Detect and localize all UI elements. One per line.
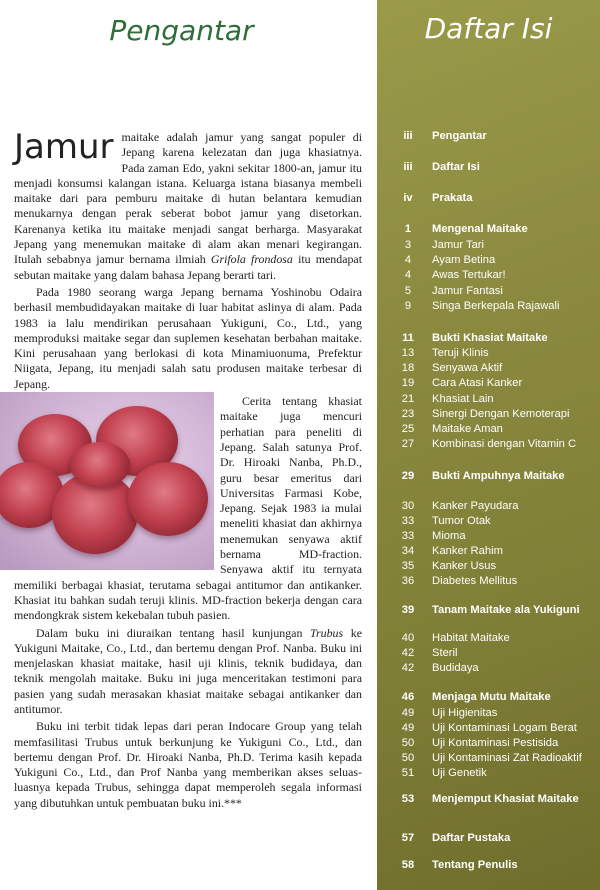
toc-entry-label: Khasiat Lain [432,393,494,405]
maitake-mushroom-photo [0,392,214,570]
table-of-contents-page [377,0,600,890]
preface-title: Pengantar [109,14,254,47]
publisher-name: Trubus [310,625,344,640]
toc-entry-label: Kombinasi dengan Vitamin C [432,438,577,450]
toc-page-number: 50 [401,737,415,749]
toc-page-number: 21 [401,393,415,405]
toc-entry-label: Pengantar [432,130,487,142]
toc-entry-label: Cara Atasi Kanker [432,377,523,389]
toc-entry-label: Teruji Klinis [432,347,489,359]
toc-page-number: 40 [401,632,415,644]
toc-entry-label: Diabetes Mellitus [432,575,518,587]
toc-page-number: 50 [401,752,415,764]
toc-entry-label: Maitake Aman [432,423,503,435]
toc-entry-label: Mioma [432,530,466,542]
toc-page-number: 57 [401,832,415,844]
toc-page-number: iii [403,161,413,173]
toc-page-number: 51 [401,767,415,779]
toc-entry-label: Daftar Isi [432,161,480,173]
toc-page-number: 13 [401,347,415,359]
toc-entry-label: Habitat Maitake [432,632,510,644]
toc-page-number: iv [403,192,413,204]
toc-page-number: 39 [401,604,415,616]
toc-entry-label: Uji Genetik [432,767,487,779]
toc-entry-label: Awas Tertukar! [432,269,506,281]
toc-entry-label: Uji Kontaminasi Logam Berat [432,722,577,734]
preface-paragraph-3: Cerita tentang khasiat maitake juga mencuri perhatian para peneliti di Jepang. Salah satunya Prof. Dr. Hiroaki Nanba, Ph.D., guru besar emeritus dari Universitas Farmasi Kobe, Jepang. Sejak 1983 ia mulai meneliti khasiat dan akhirnya menemukan senyawa aktif bernama MD-fraction. Senyawa aktif itu ternyata memiliki berbagai khasiat, terutama sebagai antitumor dan antikanker. Khasiat itu bahkan sudah teruji klinis. MD-fraction bekerja dengan cara mendongkrak sistem kekebalan tubuh pasien. [14,394,362,623]
toc-page-number: 3 [404,239,412,251]
toc-page-number: 27 [401,438,415,450]
preface-body [14,127,362,811]
toc-page-number: 23 [401,408,415,420]
toc-entry-label: Daftar Pustaka [432,832,511,844]
toc-page-number: 36 [401,575,415,587]
toc-page-number: 33 [401,530,415,542]
toc-page-number: 1 [404,223,412,235]
toc-page-number: 49 [401,707,415,719]
toc-page-number: 5 [404,285,412,297]
toc-entry-label: Senyawa Aktif [432,362,503,374]
toc-page-number: 49 [401,722,415,734]
toc-entry-label: Tumor Otak [432,515,491,527]
toc-entry-label: Jamur Fantasi [432,285,503,297]
toc-page-number: 42 [401,647,415,659]
preface-paragraph-5: Buku ini terbit tidak lepas dari peran Indocare Group yang telah memfasilitasi Trubus untuk berkunjung ke Yukiguni Co., Ltd., dan bertemu dengan Prof. Dr. Hiroaki Nanba, Ph.D. Terima kasih kepada Yukiguni Co., Ltd., dan Prof Nanba yang memberikan akses seluas-luasnya kepada Trubus, sehingga dapat memperoleh segala informasi yang dibutuhkan untuk pembuatan buku ini.*** [14,719,362,810]
toc-entry-label: Kanker Payudara [432,500,519,512]
toc-page-number: 34 [401,545,415,557]
toc-page-number: 33 [401,515,415,527]
toc-entry-label: Sinergi Dengan Kemoterapi [432,408,570,420]
scientific-name: Grifola frondosa [210,252,293,267]
toc-page-number: 9 [404,300,412,312]
toc-page-number: 11 [402,332,414,344]
toc-page-number: 29 [401,470,415,482]
preface-paragraph-2: Pada 1980 seorang warga Jepang bernama Yoshinobu Odaira berhasil membudidayakan maitake di luar habitat aslinya di alam. Pada 1983 ia lalu mendirikan perusahaan Yukiguni, Co., Ltd., yang memproduksi maitake segar dan suplemen kesehatan berbahan maitake. Kini perusahaan yang berlokasi di kota Minamiuonuma, Prefektur Niigata, Jepang, itu menjadi salah satu produsen maitake terbesar di Jepang. [14,284,362,391]
toc-entry-label: Ayam Betina [432,254,496,266]
toc-page-number: 58 [401,859,415,871]
preface-paragraph-4: Dalam buku ini diuraikan tentang hasil kunjungan Trubus ke Yukiguni Maitake, Co., Ltd., dan bertemu dengan Prof. Nanba. Buku ini menjelaskan khasiat maitake, hasil uji klinis, teknik budidaya, dan teknik mengolah maitake. Buku ini juga menceritakan testimoni para pasien yang sudah merasakan khasiat maitake sebagai antikanker dan antitumor. [14,625,362,716]
toc-entry-label: Bukti Khasiat Maitake [432,332,548,344]
toc-page-number: 46 [401,691,415,703]
toc-page-number: iii [403,130,413,142]
toc-page-number: 35 [401,560,415,572]
toc-entry-label: Bukti Ampuhnya Maitake [432,470,565,482]
toc-entry-label: Kanker Rahim [432,545,503,557]
toc-entry-label: Tanam Maitake ala Yukiguni [432,604,580,616]
toc-page-number: 4 [404,269,412,281]
toc-entry-label: Tentang Penulis [432,859,518,871]
toc-page-number: 4 [404,254,412,266]
toc-title: Daftar Isi [424,12,553,45]
toc-entry-label: Mengenal Maitake [432,223,528,235]
preface-paragraph-1: Jamur maitake adalah jamur yang sangat populer di Jepang karena kelezatan dan juga khasiatnya. Pada zaman Edo, yakni sekitar 1800-an, jamur itu menjadi konsumsi kalangan istana. Keluarga istana biasanya membeli maitake dari para pemburu maitake di hutan belantara kemudian menukarnya dengan perak seberat bobot jamur yang disetorkan. Karenanya ketika itu maitake menjadi sangat berharga. Masyarakat Jepang yang menemukan maitake di alam akan menari kegirangan. Itulah sebabnya jamur bernama ilmiah Grifola frondosa itu mendapat sebutan maitake yang dalam bahasa Jepang berarti tari. [14,127,362,282]
toc-entry-label: Kanker Usus [432,560,497,572]
toc-page-number: 42 [401,662,415,674]
drop-cap-word: Jamur [14,127,114,167]
toc-entry-label: Uji Kontaminasi Pestisida [432,737,559,749]
toc-page-number: 19 [401,377,415,389]
toc-entry-label: Singa Berkepala Rajawali [432,300,560,312]
toc-entry-label: Steril [432,647,458,659]
toc-entry-label: Jamur Tari [432,239,485,251]
toc-page-number: 25 [401,423,415,435]
toc-page-number: 53 [401,793,415,805]
toc-entry-label: Prakata [432,192,473,204]
toc-entry-label: Menjaga Mutu Maitake [432,691,551,703]
toc-page-number: 18 [401,362,415,374]
toc-entry-label: Uji Higienitas [432,707,498,719]
toc-entry-label: Budidaya [432,662,479,674]
toc-page-number: 30 [401,500,415,512]
toc-entry-label: Uji Kontaminasi Zat Radioaktif [432,752,582,764]
toc-entry-label: Menjemput Khasiat Maitake [432,793,579,805]
